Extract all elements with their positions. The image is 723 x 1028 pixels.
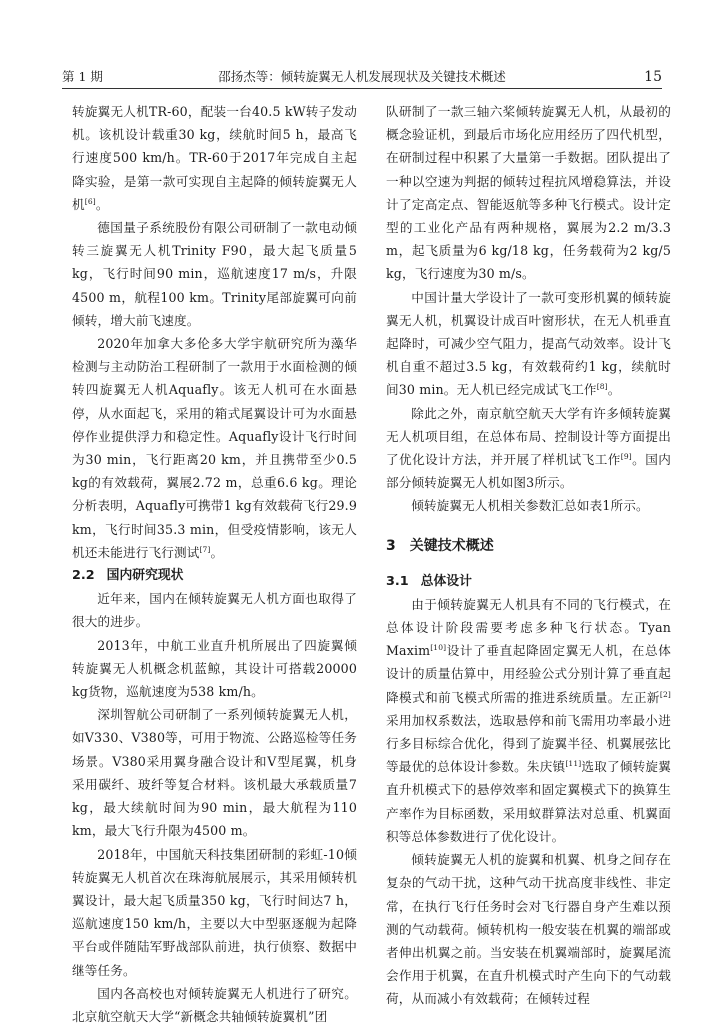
section-heading xyxy=(386,534,671,558)
paragraph-text: 。 xyxy=(210,544,224,560)
paragraph: 2013年，中航工业直升机所展出了四旋翼倾转旋翼无人机概念机蓝鲸，其设计可搭载20000 kg货物，巡航速度为538 km/h。 xyxy=(72,637,357,700)
paragraph-text: 。 xyxy=(95,196,109,212)
subsection-number: 3.1 xyxy=(386,573,409,589)
paragraph: 近年来，国内在倾转旋翼无人机方面也取得了很大的进步。 xyxy=(72,591,357,630)
citation: [10] xyxy=(430,643,447,653)
paragraph xyxy=(386,402,671,495)
paragraph xyxy=(386,593,671,848)
paragraph-text: 设计了垂直起降固定翼无人机，在总体设计的质量估算中，用经验公式分别计算了垂直起降模式和前飞模式所需的推进系统质量。左正新 xyxy=(386,643,671,705)
paragraph-text: 由于倾转旋翼无人机具有不同的飞行模式，在总体设计阶段需要考虑多种飞行状态。Tyan Maxim xyxy=(386,596,671,659)
page-header xyxy=(62,66,662,89)
citation: [11] xyxy=(565,759,582,769)
paragraph-text: 除此之外，南京航空航天大学有许多倾转旋翼无人机项目组，在总体布局、控制设计等方面提出了优化设计方法，并开展了样机试飞工作 xyxy=(386,405,671,468)
paragraph xyxy=(386,286,671,402)
subsection-heading xyxy=(386,570,671,593)
subsection-title: 国内研究现状 xyxy=(106,568,184,584)
subsection-number: 2.2 xyxy=(72,568,95,584)
paragraph-text: 选取了倾转旋翼直升机模式下的悬停效率和固定翼模式下的换算生产率作为目标函数，采用蚁群算法对总重、机翼面积等总体参数进行了优化设计。 xyxy=(386,759,671,844)
paragraph xyxy=(72,332,357,564)
right-column xyxy=(386,100,671,1011)
paragraph: 队研制了一款三轴六桨倾转旋翼无人机，从最初的概念验证机，到最后市场化应用经历了四代机型，在研制过程中积累了大量第一手数据。团队提出了一种以空速为判据的倾转过程抗风增稳算法，并设计了定高定点、智能返航等多种飞行模式。设计定型的工业化产品有两种规格，翼展为2.2 m/3.3 m，起飞质量为6 kg/18 kg，任务载荷为2 kg/5 kg，飞行速度为30 m/s。 xyxy=(386,104,671,282)
page-number: 15 xyxy=(644,69,662,85)
section-number: 3 xyxy=(386,537,396,554)
subsection-heading xyxy=(72,564,357,587)
left-column xyxy=(72,100,357,1028)
citation: [7] xyxy=(199,544,211,554)
subsection-title: 总体设计 xyxy=(420,573,472,589)
paragraph: 德国量子系统股份有限公司研制了一款电动倾转三旋翼无人机Trinity F90，最大起飞质量5 kg，飞行时间90 min，巡航速度17 m/s，升限4500 m，航程100 km。Trinity尾部旋翼可向前倾转，增大前飞速度。 xyxy=(72,220,357,328)
citation: [8] xyxy=(596,382,608,392)
paragraph: 深圳智航公司研制了一系列倾转旋翼无人机，如V330、V380等，可用于物流、公路巡检等任务场景。V380采用翼身融合设计和V型尾翼，机身采用碳纤、玻纤等复合材料。该机最大承载质量7 kg，最大续航时间为90 min，最大航程为110 km，最大飞行升限为4500 m。 xyxy=(72,707,357,839)
paragraph xyxy=(72,100,357,216)
citation: [6] xyxy=(84,196,96,206)
citation: [9] xyxy=(620,452,632,462)
paragraph-text: 。 xyxy=(607,382,621,398)
paragraph-text: 转旋翼无人机TR-60，配装一台40.5 kW转子发动机。该机设计载重30 kg，续航时间5 h，最高飞行速度500 km/h。TR-60于2017年完成自主起降实验，是第一款可实现自主起降的倾转旋翼无人机 xyxy=(72,104,357,212)
paragraph: 倾转旋翼无人机相关参数汇总如表1所示。 xyxy=(411,498,649,514)
journal-issue: 第 1 期 xyxy=(62,69,103,84)
section-title: 关键技术概述 xyxy=(409,537,494,554)
paragraph-text: 。国内部分倾转旋翼无人机如图3所示。 xyxy=(386,452,672,491)
paragraph: 倾转旋翼无人机的旋翼和机翼、机身之间存在复杂的气动干扰，这种气动干扰高度非线性、非定常，在执行飞行任务时会对飞行器自身产生难以预测的气动载荷。倾转机构一般安装在机翼的端部或者伸出机翼之前。当安装在机翼端部时，旋翼尾流会作用于机翼，在直升机模式时产生向下的气动载荷，从而减小有效载荷；在倾转过程 xyxy=(386,852,671,1007)
paragraph: 国内各高校也对倾转旋翼无人机进行了研究。北京航空航天大学“新概念共轴倾转旋翼机”团 xyxy=(72,985,357,1024)
paragraph-text: 2020年加拿大多伦多大学宇航研究所为藻华检测与主动防治工程研制了一款用于水面检测的倾转四旋翼无人机Aquafly。该无人机可在水面悬停，从水面起飞，采用的箱式尾翼设计可为水面悬停作业提供浮力和稳定性。Aquafly设计飞行时间为30 min，飞行距离20 km，并且携带至少0.5 kg的有效载荷，翼展2.72 m，总重6.6 kg。理论分析表明，Aquafly可携带1 kg有效载荷飞行29.9 km，飞行时间35.3 min，但受疫情影响，该无人机还未能进行飞行测试 xyxy=(72,336,357,560)
paragraph: 2018年，中国航天科技集团研制的彩虹-10倾转旋翼无人机首次在珠海航展展示，其采用倾转机翼设计，最大起飞质量350 kg，飞行时间达7 h，巡航速度150 km/h，主要以大中型驱逐舰为起降平台或伴随陆军野战部队前进，执行侦察、数据中继等任务。 xyxy=(72,846,357,978)
running-title: 邵扬杰等：倾转旋翼无人机发展现状及关键技术概述 xyxy=(218,69,506,84)
paragraph-text: 采用加权系数法，选取悬停和前飞需用功率最小进行多目标综合优化，得到了旋翼半径、机翼展弦比等最优的总体设计参数。朱庆镇 xyxy=(386,712,671,775)
citation: [2] xyxy=(659,689,671,699)
paragraph-text: 中国计量大学设计了一款可变形机翼的倾转旋翼无人机，机翼设计成百叶窗形状，在无人机垂直起降时，可减少空气阻力，提高气动效率。设计飞机自重不超过3.5 kg，有效载荷约1 kg，续航时间30 min。无人机已经完成试飞工作 xyxy=(386,289,671,398)
